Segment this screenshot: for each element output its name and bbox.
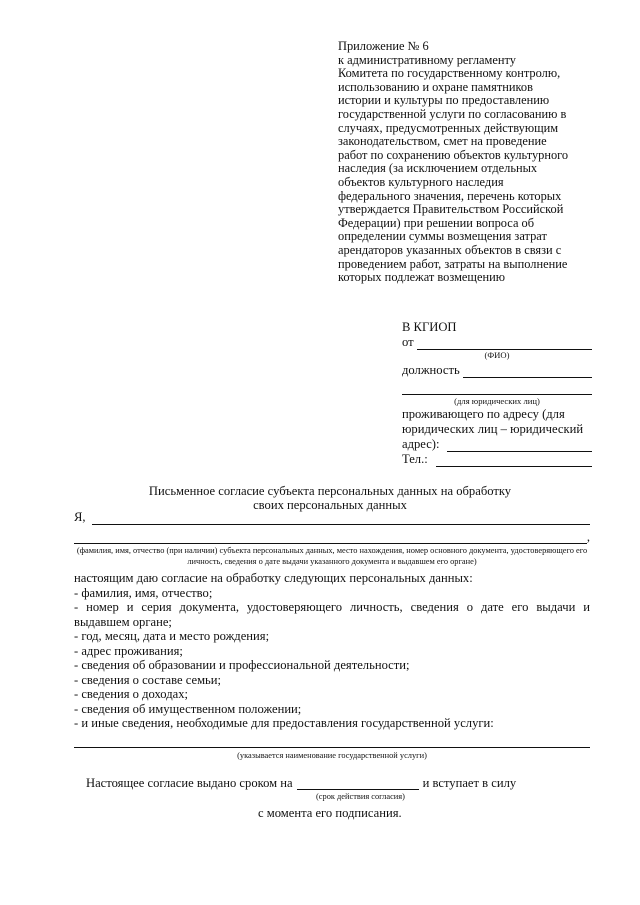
phone-row	[402, 452, 592, 467]
consent-intro: настоящим даю согласие на обработку следующих персональных данных:	[74, 571, 473, 585]
term-suffix: и вступает в силу	[422, 776, 517, 790]
appendix-line: которых подлежат возмещению	[338, 270, 505, 285]
legal-caption: (для юридических лиц)	[454, 396, 540, 406]
gov-service-field[interactable]	[74, 737, 590, 748]
from-row	[402, 335, 592, 350]
consent-body	[74, 510, 590, 763]
list-item: - адрес проживания;	[74, 643, 183, 658]
appendix-line: законодательством, смет на проведение	[338, 134, 547, 149]
document-title	[60, 484, 600, 512]
trailing-comma: ,	[586, 529, 590, 544]
position-extra-field[interactable]	[402, 382, 592, 395]
list-item: - номер и серия документа, удостоверяющего личность, сведения о дате его выдачи и	[74, 600, 590, 614]
term-prefix: Настоящее согласие выдано сроком на	[86, 776, 293, 790]
addressee-block	[402, 320, 592, 467]
appendix-line: Федерации) при решении вопроса об	[338, 215, 535, 230]
address-row	[402, 437, 592, 452]
address-line: юридических лиц – юридический	[402, 422, 584, 436]
phone-field[interactable]	[436, 454, 592, 467]
appendix-line: истории и культуры по предоставлению	[338, 93, 550, 108]
appendix-line: к административному регламенту	[338, 52, 516, 67]
appendix-line: проведением работ, затраты на выполнение	[338, 256, 568, 271]
fio-caption: (ФИО)	[484, 350, 510, 360]
title-line: Письменное согласие субъекта персональных данных на обработку	[148, 484, 512, 498]
address-label: адрес):	[402, 437, 440, 451]
consent-term	[74, 776, 590, 820]
appendix-line: случаях, предусмотренных действующим	[338, 120, 559, 135]
addressee-to: В КГИОП	[402, 320, 457, 334]
gov-service-caption: (указывается наименование государственной услуги)	[237, 750, 427, 760]
appendix-line: объектов культурного наследия	[338, 174, 504, 189]
list-item: - год, месяц, дата и место рождения;	[74, 629, 270, 643]
subject-field-2[interactable]	[74, 531, 587, 544]
subject-row	[74, 510, 590, 525]
position-row	[402, 363, 592, 378]
ya-label: Я,	[74, 510, 86, 524]
term-caption: (срок действия согласия)	[316, 792, 405, 801]
title-line: своих персональных данных	[253, 498, 407, 512]
appendix-line: Приложение № 6	[338, 39, 429, 53]
appendix-header	[338, 40, 603, 285]
subject-row-2	[74, 530, 590, 545]
list-item: - сведения об образовании и профессиональной деятельности;	[74, 658, 410, 672]
term-last: с момента его подписания.	[258, 806, 402, 820]
subject-caption: (фамилия, имя, отчество (при наличии) субъекта персональных данных, место нахождения, номер основного документа, удостоверяющего его личность, сведения о дате выдачи указанного документа и выдавшем его органе)	[76, 546, 588, 566]
appendix-line: арендаторов указанных объектов в связи с	[338, 242, 562, 257]
from-field[interactable]	[417, 337, 592, 350]
appendix-line: государственной услуги по согласованию в	[338, 106, 567, 121]
appendix-line: использованию и охране памятников	[338, 79, 533, 94]
list-item: - и иные сведения, необходимые для предоставления государственной услуги:	[74, 716, 494, 730]
appendix-line: наследия (за исключением отдельных	[338, 161, 538, 176]
list-item: - сведения о составе семьи;	[74, 672, 222, 687]
list-item: - фамилия, имя, отчество;	[74, 585, 213, 600]
list-item: выдавшем органе;	[74, 614, 172, 629]
position-field[interactable]	[463, 365, 592, 378]
term-row	[74, 776, 590, 790]
appendix-line: федерального значения, перечень которых	[338, 188, 562, 203]
address-field[interactable]	[447, 439, 592, 452]
appendix-line: Комитета по государственному контролю,	[338, 66, 561, 81]
from-label: от	[402, 335, 414, 349]
subject-field[interactable]	[92, 512, 590, 525]
address-line: проживающего по адресу (для	[402, 407, 565, 421]
term-field[interactable]	[297, 777, 419, 790]
appendix-line: определении суммы возмещения затрат	[338, 229, 547, 244]
appendix-line: работ по сохранению объектов культурного	[338, 147, 569, 162]
list-item: - сведения о доходах;	[74, 687, 189, 701]
appendix-line: утверждается Правительством Российской	[338, 202, 564, 217]
list-item: - сведения об имущественном положении;	[74, 701, 302, 716]
phone-label: Тел.:	[402, 452, 428, 466]
position-label: должность	[402, 363, 460, 377]
